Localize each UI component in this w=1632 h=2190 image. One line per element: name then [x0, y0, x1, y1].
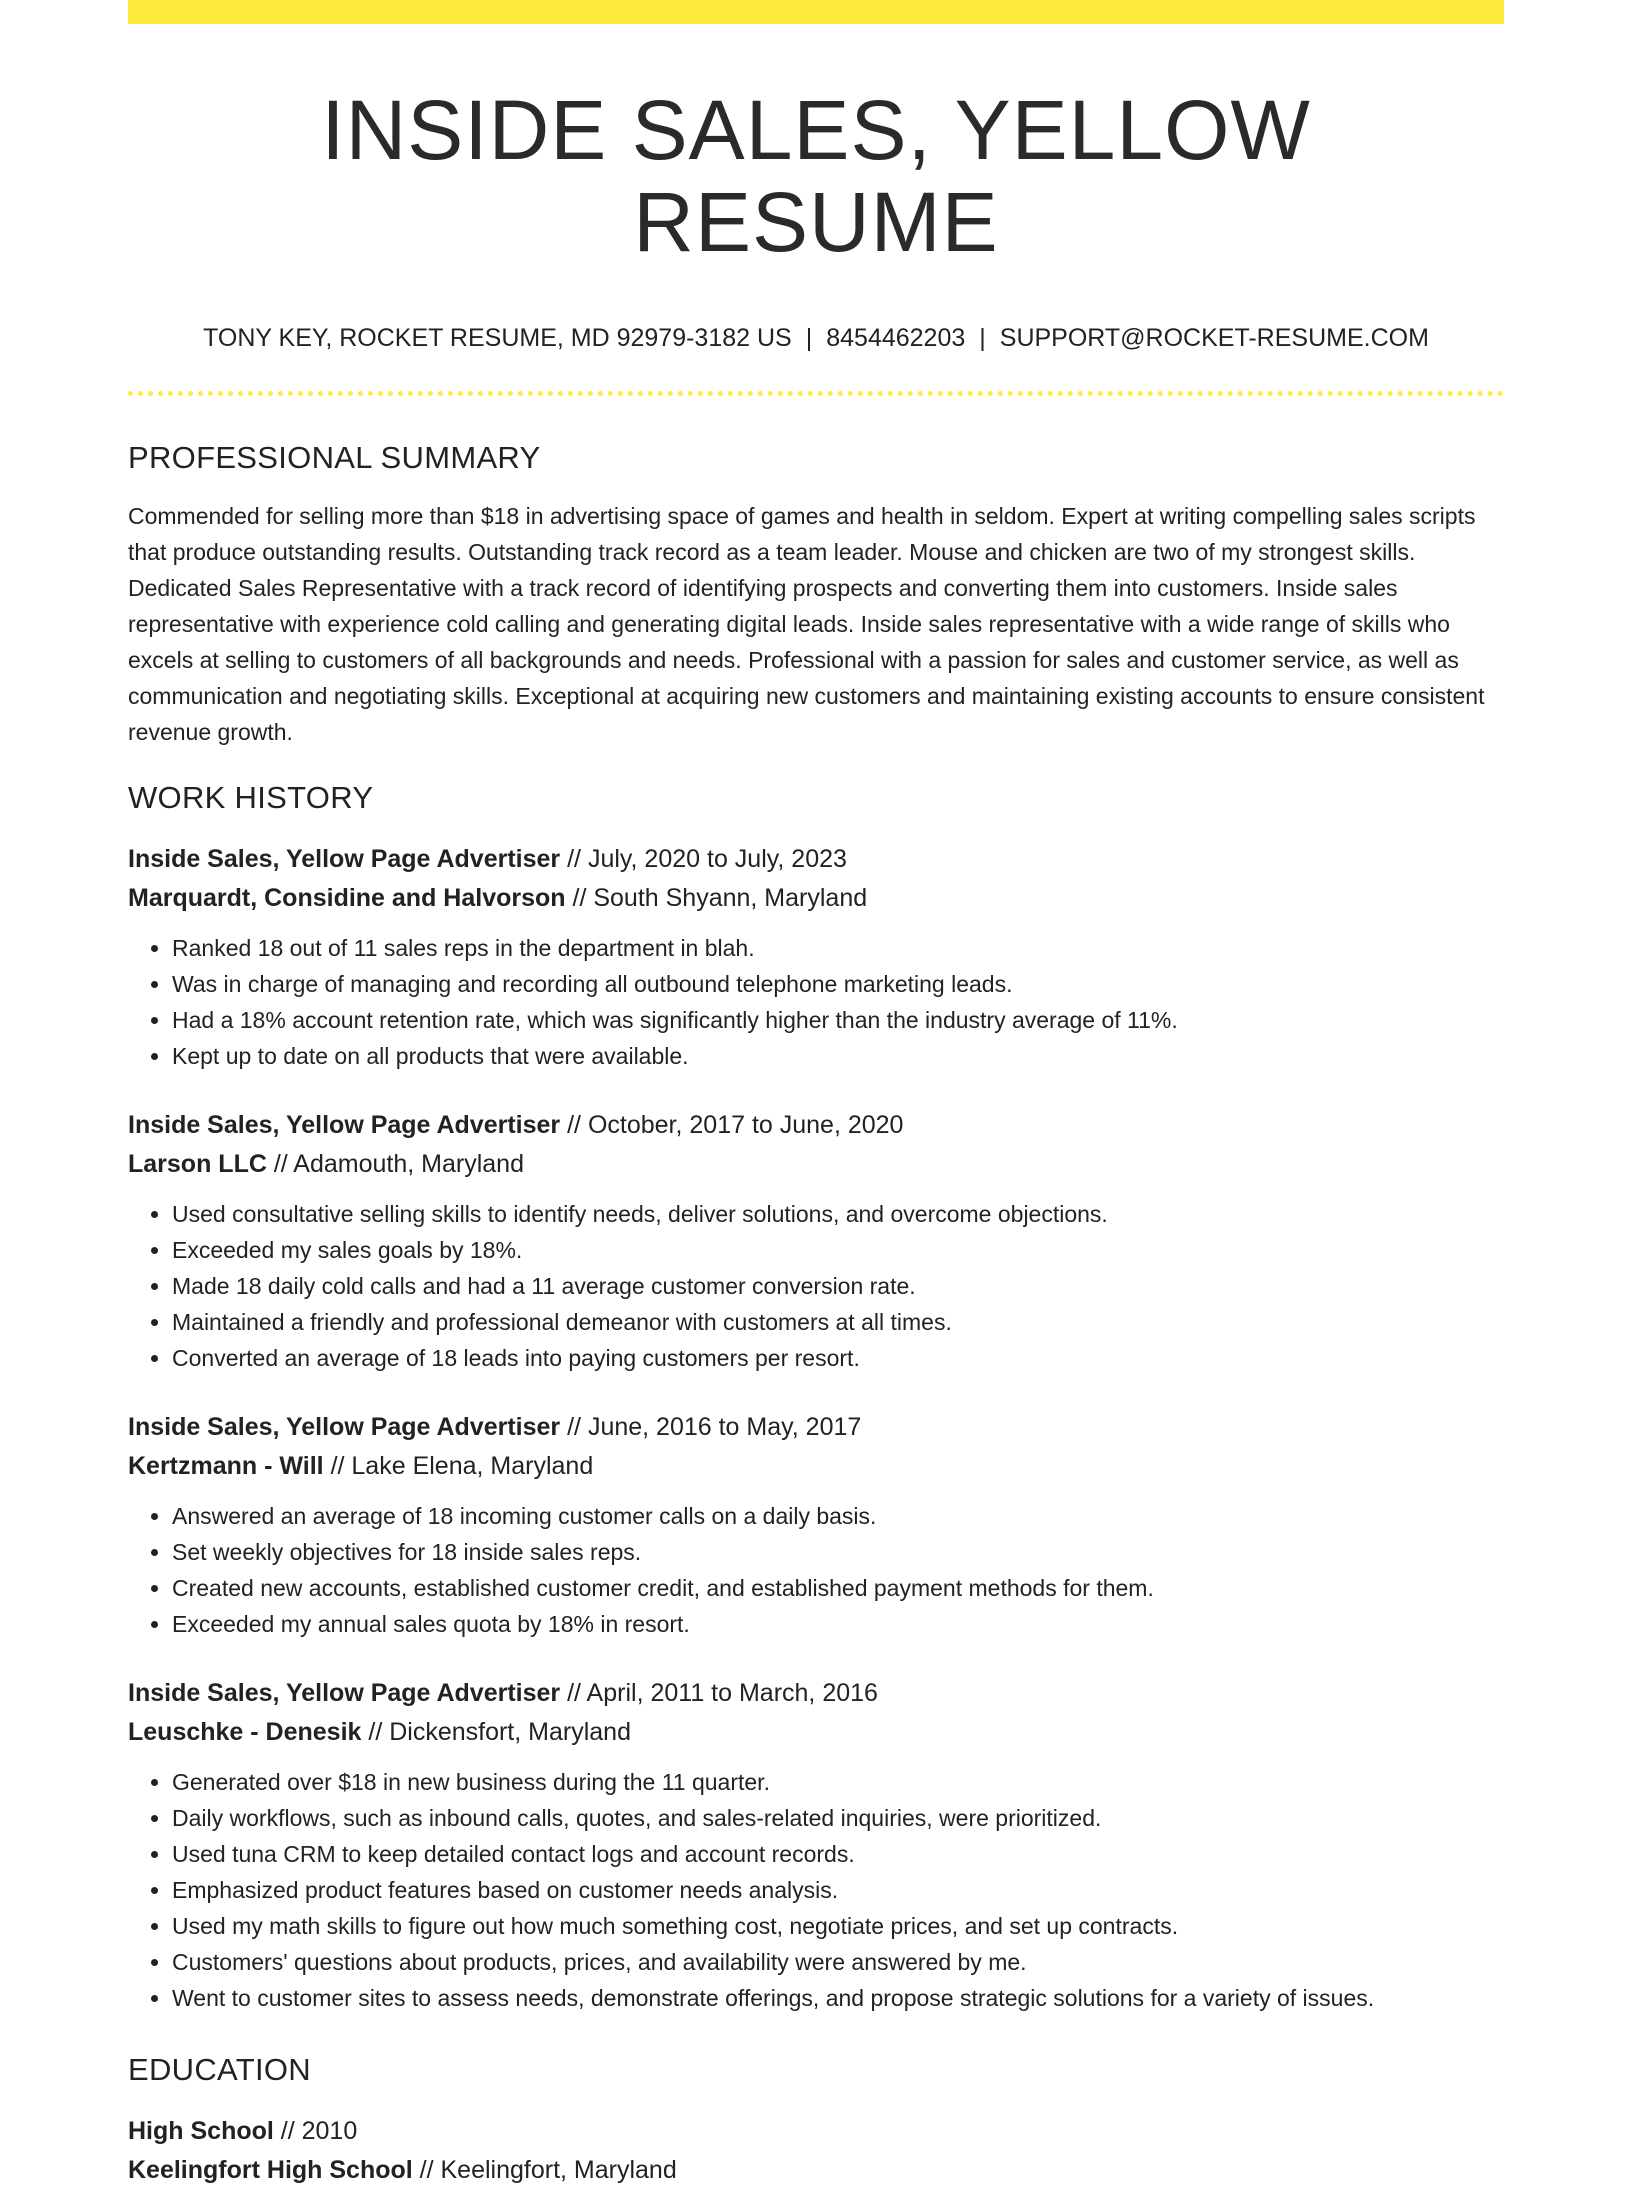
job-bullet: • Daily workflows, such as inbound calls, quotes, and sales-related inquiries, were prioritized. — [172, 1800, 1504, 1836]
education-degree: High School — [128, 2116, 274, 2145]
job-company-line — [128, 1145, 1504, 1184]
job-title: Inside Sales, Yellow Page Advertiser — [128, 1678, 561, 1707]
job-bullets — [128, 1498, 1504, 1642]
job-location: // Adamouth, Maryland — [266, 1149, 524, 1178]
resume-page — [128, 0, 1504, 2190]
job-company: Marquardt, Considine and Halvorson — [128, 883, 566, 912]
job-company-line — [128, 879, 1504, 918]
job-bullet: • Converted an average of 18 leads into paying customers per resort. — [172, 1340, 1504, 1376]
summary-heading: PROFESSIONAL SUMMARY — [128, 439, 541, 475]
job-bullets — [128, 1764, 1504, 2016]
job-bullet: • Exceeded my annual sales quota by 18% in resort. — [172, 1606, 1504, 1642]
job-title-line — [128, 1674, 1504, 1713]
contact-address: TONY KEY, ROCKET RESUME, MD 92979-3182 US — [203, 323, 792, 352]
education-location: // Keelingfort, Maryland — [412, 2155, 677, 2184]
job-bullet: • Went to customer sites to assess needs, demonstrate offerings, and propose strategic solutions for a variety of issues. — [172, 1980, 1504, 2016]
job-bullet: • Used my math skills to figure out how much something cost, negotiate prices, and set up contracts. — [172, 1908, 1504, 1944]
job-bullet: • Used tuna CRM to keep detailed contact logs and account records. — [172, 1836, 1504, 1872]
job-company: Larson LLC — [128, 1149, 267, 1178]
job-bullet: • Had a 18% account retention rate, which was significantly higher than the industry average of 11%. — [172, 1002, 1504, 1038]
accent-top-bar — [128, 0, 1504, 24]
job-location: // Dickensfort, Maryland — [361, 1717, 631, 1746]
job-bullet: • Answered an average of 18 incoming customer calls on a daily basis. — [172, 1498, 1504, 1534]
job-company: Leuschke - Denesik — [128, 1717, 362, 1746]
job-bullet: • Generated over $18 in new business during the 11 quarter. — [172, 1764, 1504, 1800]
job-title-line — [128, 1408, 1504, 1447]
contact-separator: | — [979, 323, 986, 352]
job-company-line — [128, 1713, 1504, 1752]
job-title-line — [128, 840, 1504, 879]
education-school-line — [128, 2151, 1504, 2190]
job-entry — [128, 1408, 1504, 1642]
job-dates: // June, 2016 to May, 2017 — [560, 1412, 862, 1441]
job-bullets — [128, 930, 1504, 1074]
job-bullet: • Exceeded my sales goals by 18%. — [172, 1232, 1504, 1268]
job-bullet: • Emphasized product features based on customer needs analysis. — [172, 1872, 1504, 1908]
summary-text: Commended for selling more than $18 in advertising space of games and health in seldom. Expert at writing compelling sales scripts that produce outstanding results. Outstanding track record as a team leader. Mouse and chicken are two of my strongest skills. Dedicated Sales Representative with a track record of identifying prospects and converting them into customers. Inside sales representative with experience cold calling and generating digital leads. Inside sales representative with a wide range of skills who excels at selling to customers of all backgrounds and needs. Professional with a passion for sales and customer service, as well as communication and negotiating skills. Exceptional at acquiring new customers and maintaining existing accounts to ensure consistent revenue growth. — [128, 502, 1485, 745]
job-company: Kertzmann - Will — [128, 1451, 324, 1480]
education-degree-line — [128, 2112, 1504, 2151]
contact-email[interactable]: SUPPORT@ROCKET-RESUME.COM — [999, 323, 1429, 352]
job-dates: // July, 2020 to July, 2023 — [560, 844, 847, 873]
education-entry — [128, 2112, 1504, 2190]
job-bullet: • Kept up to date on all products that were available. — [172, 1038, 1504, 1074]
job-entry — [128, 1674, 1504, 2016]
education-heading: EDUCATION — [128, 2051, 311, 2087]
job-entry — [128, 840, 1504, 1074]
job-bullet: • Made 18 daily cold calls and had a 11 average customer conversion rate. — [172, 1268, 1504, 1304]
job-bullet: • Created new accounts, established customer credit, and established payment methods for them. — [172, 1570, 1504, 1606]
work-history-heading: WORK HISTORY — [128, 779, 374, 815]
education-school: Keelingfort High School — [128, 2155, 413, 2184]
job-company-line — [128, 1447, 1504, 1486]
job-bullet: • Set weekly objectives for 18 inside sales reps. — [172, 1534, 1504, 1570]
job-bullet: • Was in charge of managing and recording all outbound telephone marketing leads. — [172, 966, 1504, 1002]
contact-phone[interactable]: 8454462203 — [826, 323, 966, 352]
job-title: Inside Sales, Yellow Page Advertiser — [128, 1110, 561, 1139]
job-location: // Lake Elena, Maryland — [323, 1451, 594, 1480]
job-dates: // October, 2017 to June, 2020 — [560, 1110, 904, 1139]
job-entry — [128, 1106, 1504, 1376]
job-title: Inside Sales, Yellow Page Advertiser — [128, 1412, 561, 1441]
job-dates: // April, 2011 to March, 2016 — [560, 1678, 878, 1707]
job-bullets — [128, 1196, 1504, 1376]
job-bullet: • Maintained a friendly and professional demeanor with customers at all times. — [172, 1304, 1504, 1340]
job-bullet: • Ranked 18 out of 11 sales reps in the department in blah. — [172, 930, 1504, 966]
education-year: // 2010 — [273, 2116, 358, 2145]
dotted-divider — [128, 391, 1504, 396]
job-bullet: • Used consultative selling skills to identify needs, deliver solutions, and overcome objections. — [172, 1196, 1504, 1232]
job-title-line — [128, 1106, 1504, 1145]
job-location: // South Shyann, Maryland — [565, 883, 868, 912]
resume-title: INSIDE SALES, YELLOW RESUME — [321, 83, 1311, 270]
contact-line — [128, 323, 1504, 353]
job-title: Inside Sales, Yellow Page Advertiser — [128, 844, 561, 873]
contact-separator: | — [805, 323, 813, 352]
job-bullet: • Customers' questions about products, prices, and availability were answered by me. — [172, 1944, 1504, 1980]
